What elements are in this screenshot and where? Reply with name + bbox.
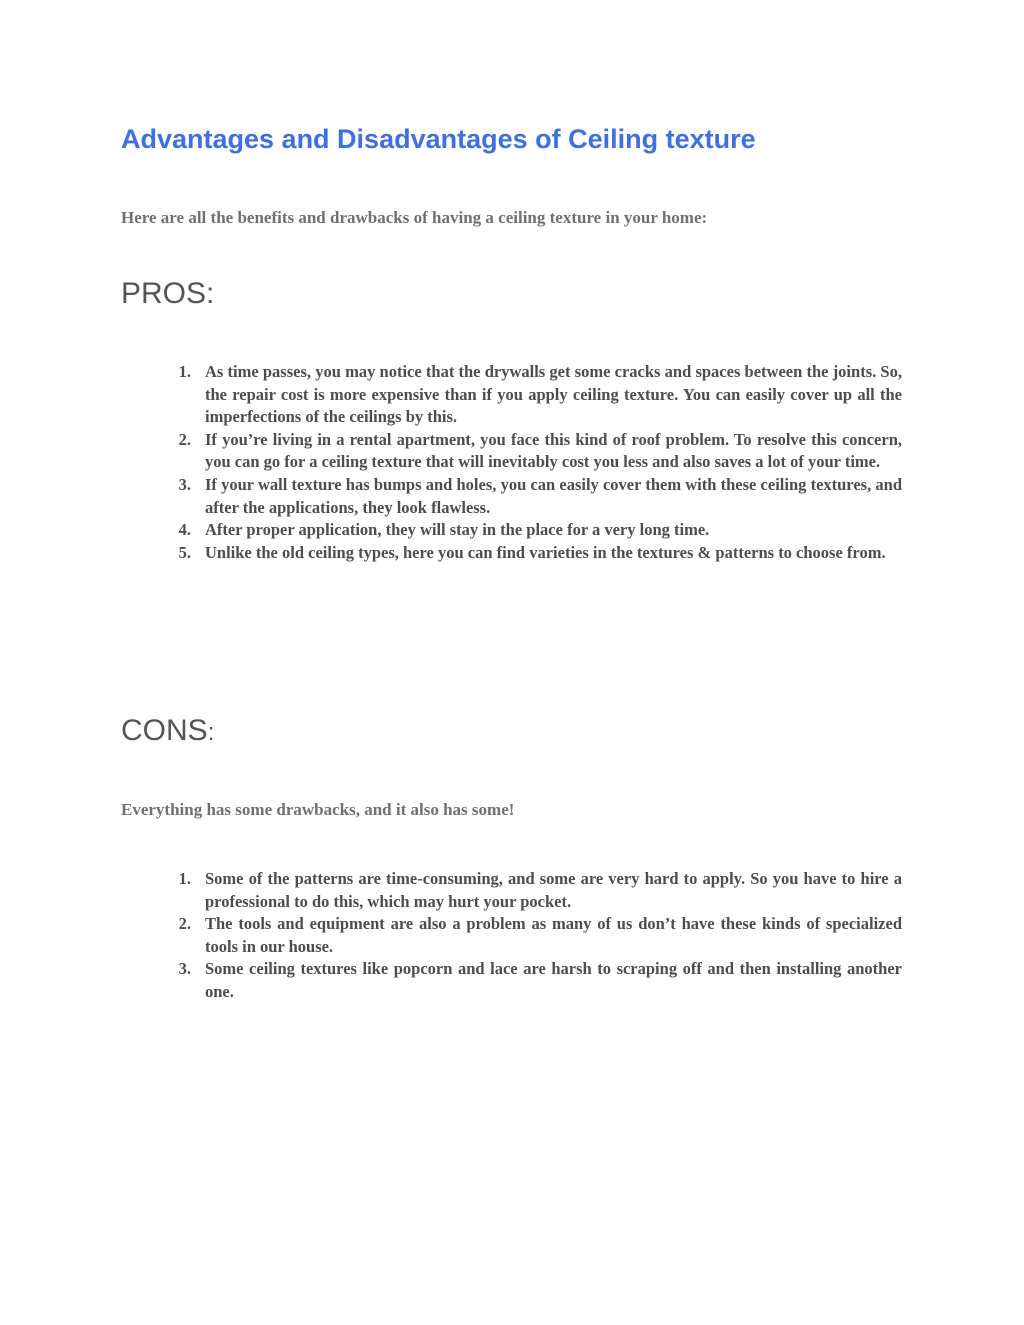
cons-list: [165, 868, 902, 1004]
list-item-number: 5.: [178, 542, 191, 562]
pros-list-item: [165, 519, 902, 542]
cons-intro-paragraph: Everything has some drawbacks, and it also has some!: [121, 800, 515, 819]
document-title: Advantages and Disadvantages of Ceiling texture: [121, 124, 756, 154]
pros-list-item: [165, 429, 902, 474]
list-item-text: If you’re living in a rental apartment, you face this kind of roof problem. To resolve this concern, you can go for a ceiling texture that will inevitably cost you less and also saves a lot of your time.: [205, 429, 902, 472]
list-item-text: After proper application, they will stay in the place for a very long time.: [205, 520, 710, 540]
list-item-number: 2.: [178, 429, 191, 449]
list-item-number: 1.: [178, 869, 191, 888]
intro-paragraph: Here are all the benefits and drawbacks of having a ceiling texture in your home:: [121, 208, 708, 227]
pros-list-item: [165, 361, 902, 429]
list-item-text: The tools and equipment are also a problem as many of us don’t have these kinds of specialized tools in our house.: [205, 914, 902, 956]
list-item-number: 1.: [178, 362, 191, 381]
list-item-number: 3.: [178, 959, 191, 979]
list-item-text: Some ceiling textures like popcorn and lace are harsh to scraping off and then installing another one.: [205, 959, 902, 1001]
list-item-number: 3.: [178, 474, 191, 494]
cons-list-item: [165, 913, 902, 958]
cons-heading-label: CONS: [121, 714, 208, 747]
list-item-number: 2.: [178, 914, 191, 934]
list-item-text: Unlike the old ceiling types, here you can find varieties in the textures & patterns to choose from.: [205, 542, 886, 562]
pros-list-item: [165, 474, 902, 519]
list-item-number: 4.: [178, 520, 191, 540]
cons-heading: [121, 712, 214, 752]
list-item-text: As time passes, you may notice that the drywalls get some cracks and spaces between the joints. So, the repair cost is more expensive than if you apply ceiling texture. You can easily cover up all the imperfections of the ceilings by this.: [205, 362, 902, 427]
pros-list: [165, 361, 902, 564]
cons-heading-colon: :: [207, 719, 215, 746]
pros-list-item: [165, 542, 902, 565]
list-item-text: Some of the patterns are time-consuming, and some are very hard to apply. So you have to hire a professional to do this, which may hurt your pocket.: [205, 869, 902, 911]
cons-list-item: [165, 868, 902, 913]
pros-heading: PROS:: [121, 277, 215, 310]
list-item-text: If your wall texture has bumps and holes, you can easily cover them with these ceiling textures, and after the applications, they look flawless.: [205, 474, 902, 517]
cons-list-item: [165, 958, 902, 1003]
